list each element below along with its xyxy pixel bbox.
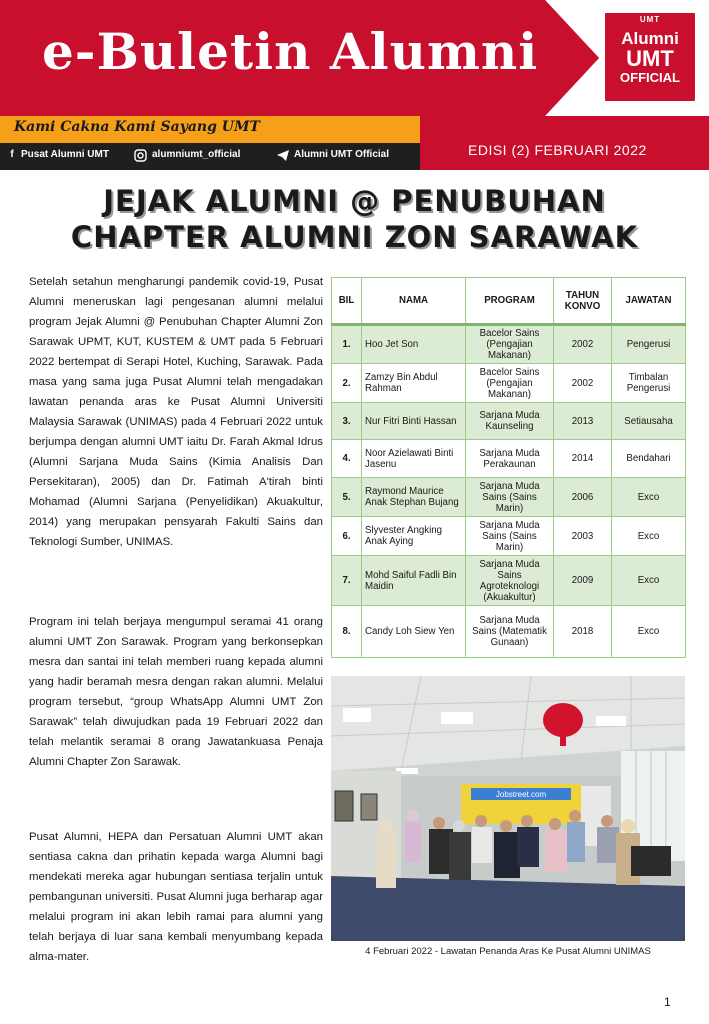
banner-text: Jobstreet.com xyxy=(495,790,547,799)
table-row xyxy=(332,606,686,658)
alumni-umt-logo xyxy=(603,11,697,103)
cell-tahun-konvo: 2002 xyxy=(554,325,612,364)
cell-bil: 5. xyxy=(332,478,362,517)
logo-line3: OFFICIAL xyxy=(620,70,680,85)
cell-nama: Slyvester Angking Anak Aying xyxy=(362,517,466,556)
cell-nama: Nur Fitri Binti Hassan xyxy=(362,403,466,440)
cell-jawatan: Exco xyxy=(612,606,686,658)
social-facebook-label[interactable]: Pusat Alumni UMT xyxy=(21,149,109,160)
table-header-program: PROGRAM xyxy=(466,278,554,325)
edition-label: EDISI (2) FEBRUARI 2022 xyxy=(468,142,647,158)
cell-nama: Mohd Saiful Fadli Bin Maidin xyxy=(362,556,466,606)
cell-nama: Zamzy Bin Abdul Rahman xyxy=(362,364,466,403)
logo-line2: UMT xyxy=(626,46,674,71)
instagram-icon[interactable] xyxy=(134,149,147,162)
cell-bil: 1. xyxy=(332,325,362,364)
article-paragraph-1: Setelah setahun mengharungi pandemik covid-19, Pusat Alumni meneruskan lagi pengesanan alumni melalui program Jejak Alumni @ Penubuhan Chapter Alumni Zon Sarawak UPMT, KUT, KUSTEM & UMT pada 5 Februari 2022 bertempat di Serapi Hotel, Kuching, Sarawak. Pada masa yang sama juga Pusat Alumni telah mengadakan lawatan penanda aras ke Pusat Alumni Universiti Malaysia Sarawak (UNIMAS) pada 4 Februari 2022 untuk berjumpa dengan alumni UMT iaitu Dr. Farah Akmal Idrus (Alumni Sarjana Muda Sains (Kimia Analisis Dan Persekitaran), 2005) dan Dr. Fatimah A'tirah binti Mohamad (Alumni Sarjana (Penyelidikan) Akuakultur, 2014) yang merupakan pensyarah Fakulti Sains dan Teknologi Sumber, UNIMAS. xyxy=(29,276,323,548)
headline-line2: CHAPTER ALUMNI ZON SARAWAK xyxy=(70,220,639,254)
cell-bil: 4. xyxy=(332,440,362,478)
event-photo xyxy=(331,676,685,941)
cell-jawatan: Bendahari xyxy=(612,440,686,478)
cell-program: Sarjana Muda Sains Agroteknologi (Akuakultur) xyxy=(466,556,554,606)
facebook-icon[interactable]: f xyxy=(10,149,14,160)
table-row xyxy=(332,478,686,517)
table-row xyxy=(332,517,686,556)
table-row xyxy=(332,364,686,403)
cell-program: Sarjana Muda Sains (Matematik Gunaan) xyxy=(466,606,554,658)
cell-tahun-konvo: 2018 xyxy=(554,606,612,658)
telegram-icon[interactable] xyxy=(277,150,289,161)
cell-jawatan: Exco xyxy=(612,478,686,517)
cell-jawatan: Exco xyxy=(612,556,686,606)
committee-table xyxy=(331,277,686,658)
cell-jawatan: Setiausaha xyxy=(612,403,686,440)
cell-program: Bacelor Sains (Pengajian Makanan) xyxy=(466,364,554,403)
cell-tahun-konvo: 2006 xyxy=(554,478,612,517)
cell-tahun-konvo: 2013 xyxy=(554,403,612,440)
table-header-bil: BIL xyxy=(332,278,362,325)
cell-nama: Raymond Maurice Anak Stephan Bujang xyxy=(362,478,466,517)
cell-tahun-konvo: 2014 xyxy=(554,440,612,478)
cell-tahun-konvo: 2003 xyxy=(554,517,612,556)
cell-program: Sarjana Muda Kaunseling xyxy=(466,403,554,440)
table-row xyxy=(332,556,686,606)
cell-nama: Noor Azielawati Binti Jasenu xyxy=(362,440,466,478)
cell-bil: 7. xyxy=(332,556,362,606)
article-paragraph-3: Pusat Alumni, HEPA dan Persatuan Alumni UMT akan sentiasa cakna dan prihatin kepada warga Alumni bagi mendekati mereka agar hubungan sentiasa terjalin untuk pembangunan universiti. Pusat Alumni juga berharap agar melalui program ini akan lebih ramai para alumni yang telah berjaya di luar sana kembali menyumbang kepada alma-mater. xyxy=(29,831,323,963)
social-telegram-label[interactable]: Alumni UMT Official xyxy=(294,149,389,160)
cell-nama: Hoo Jet Son xyxy=(362,325,466,364)
photo-caption: 4 Februari 2022 - Lawatan Penanda Aras Ke Pusat Alumni UNIMAS xyxy=(365,946,651,957)
cell-program: Sarjana Muda Sains (Sains Marin) xyxy=(466,478,554,517)
headline-line1: JEJAK ALUMNI @ PENUBUHAN xyxy=(103,184,606,218)
cell-jawatan: Exco xyxy=(612,517,686,556)
cell-tahun-konvo: 2009 xyxy=(554,556,612,606)
table-header-tahun-konvo: TAHUN KONVO xyxy=(554,278,612,325)
tagline: Kami Cakna Kami Sayang UMT xyxy=(14,119,260,135)
cell-program: Sarjana Muda Sains (Sains Marin) xyxy=(466,517,554,556)
table-header-jawatan: JAWATAN xyxy=(612,278,686,325)
table-header-row xyxy=(332,278,686,325)
social-instagram-label[interactable]: alumniumt_official xyxy=(152,149,241,160)
cell-jawatan: Timbalan Pengerusi xyxy=(612,364,686,403)
cell-nama: Candy Loh Siew Yen xyxy=(362,606,466,658)
cell-tahun-konvo: 2002 xyxy=(554,364,612,403)
table-row xyxy=(332,440,686,478)
cell-bil: 8. xyxy=(332,606,362,658)
cell-program: Sarjana Muda Perakaunan xyxy=(466,440,554,478)
cell-jawatan: Pengerusi xyxy=(612,325,686,364)
logo-umt-text: UMT xyxy=(639,15,661,24)
page-number: 1 xyxy=(664,995,671,1009)
table-header-nama: NAMA xyxy=(362,278,466,325)
cell-program: Bacelor Sains (Pengajian Makanan) xyxy=(466,325,554,364)
table-row xyxy=(332,325,686,364)
bulletin-title: e-Buletin Alumni xyxy=(42,22,539,81)
table-row xyxy=(332,403,686,440)
cell-bil: 2. xyxy=(332,364,362,403)
logo-line1: Alumni xyxy=(621,29,679,48)
cell-bil: 6. xyxy=(332,517,362,556)
article-paragraph-2: Program ini telah berjaya mengumpul seramai 41 orang alumni UMT Zon Sarawak. Program yang berkonsepkan mesra dan santai ini telah memberi ruang kepada alumni yang hadir beramah mesra dengan rakan alumni. Melalui program tersebut, “group WhatsApp Alumni UMT Zon Sarawak” telah diwujudkan pada 19 Februari 2022 dan telah melantik seramai 8 orang Jawatankuasa Penaja Alumni Chapter Zon Sarawak. xyxy=(29,616,323,768)
cell-bil: 3. xyxy=(332,403,362,440)
